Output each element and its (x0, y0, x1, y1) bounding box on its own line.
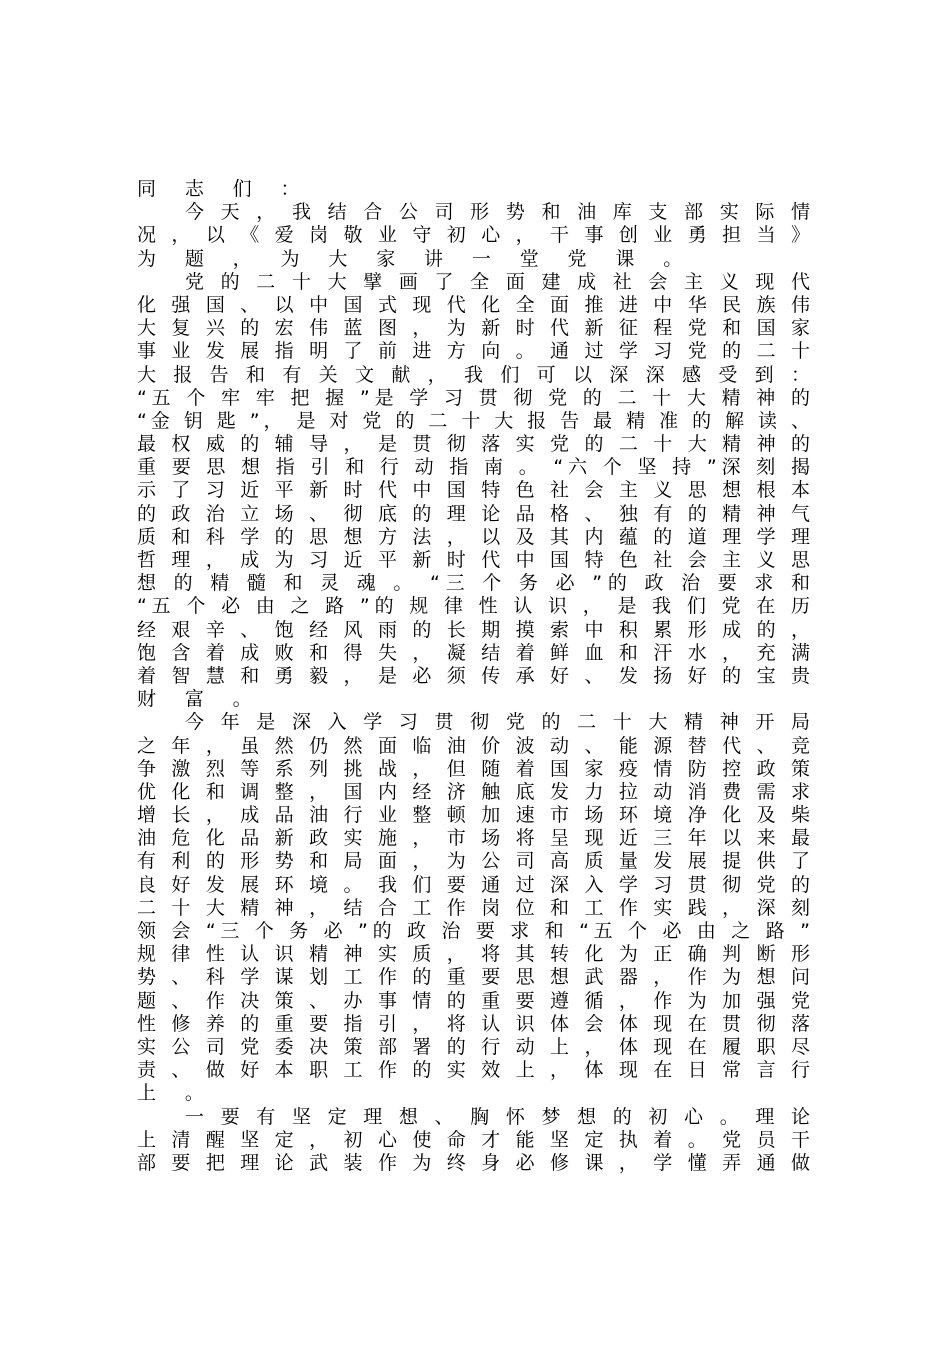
paragraph-line: 化 强 国 、 以 中 国 式 现 代 化 全 面 推 进 中 华 民 族 伟 (137, 293, 810, 316)
paragraph-line: 哲 理 ， 成 为 习 近 平 新 时 代 中 国 特 色 社 会 主 义 思 (137, 549, 810, 571)
paragraph-line: 一 要 有 坚 定 理 想 、 胸 怀 梦 想 的 初 心 。 理 论 (185, 1105, 810, 1128)
paragraph-line: 今 年 是 深 入 学 习 贯 彻 党 的 二 十 大 精 神 开 局 (185, 711, 810, 734)
paragraph-line: 经 艰 辛 、 饱 经 风 雨 的 长 期 摸 索 中 积 累 形 成 的 ， (137, 618, 810, 641)
paragraph-line: 有 利 的 形 势 和 局 面 ， 为 公 司 高 质 量 发 展 提 供 了 (137, 850, 810, 873)
paragraph-line: “金 钥 匙 ”， 是 对 党 的 二 十 大 报 告 最 精 准 的 解 读 、 (137, 409, 810, 432)
document-body (137, 178, 810, 1175)
paragraph-line: 良 好 发 展 环 境 。 我 们 要 通 过 深 入 学 习 贯 彻 党 的 (137, 873, 810, 896)
paragraph-line: 性 修 养 的 重 要 指 引 ， 将 认 识 体 会 体 现 在 贯 彻 落 (137, 1012, 810, 1035)
paragraph-line: 之 年 ， 虽 然 仍 然 面 临 油 价 波 动 、 能 源 替 代 、 竞 (137, 734, 810, 757)
paragraph-line: 大 复 兴 的 宏 伟 蓝 图 ， 为 新 时 代 新 征 程 党 和 国 家 (137, 317, 810, 340)
paragraph-line: 题 、 作 决 策 、 办 事 情 的 重 要 遵 循 ， 作 为 加 强 党 (137, 989, 810, 1012)
paragraph-line: 上 。 (137, 1082, 216, 1105)
paragraph-line: 领 会 “三 个 务 必 ”的 政 治 要 求 和 “五 个 必 由 之 路 ” (137, 920, 810, 942)
paragraph-line: 党 的 二 十 大 擘 画 了 全 面 建 成 社 会 主 义 现 代 (185, 270, 810, 293)
paragraph-line: 大 报 告 和 有 关 文 献 ， 我 们 可 以 深 深 感 受 到 ： (137, 363, 810, 386)
paragraph-line: 今 天 ， 我 结 合 公 司 形 势 和 油 库 支 部 实 际 情 (185, 201, 810, 224)
paragraph-line: 优 化 和 调 整 ， 国 内 经 济 触 底 发 力 拉 动 消 费 需 求 (137, 780, 810, 803)
paragraph-line: 上 清 醒 坚 定 ， 初 心 使 命 才 能 坚 定 执 着 。 党 员 干 (137, 1128, 810, 1151)
paragraph-line: 想 的 精 髓 和 灵 魂 。 “三 个 务 必 ”的 政 治 要 求 和 (137, 572, 810, 595)
paragraph-line: 的 政 治 立 场 、 彻 底 的 理 论 品 格 、 独 有 的 精 神 气 (137, 502, 810, 525)
paragraph-line: 实 公 司 党 委 决 策 部 署 的 行 动 上 ， 体 现 在 履 职 尽 (137, 1035, 810, 1058)
paragraph-line: 况 ， 以 《 爱 岗 敬 业 守 初 心 ， 干 事 创 业 勇 担 当 》 (137, 224, 810, 247)
paragraph-line: 事 业 发 展 指 明 了 前 进 方 向 。 通 过 学 习 党 的 二 十 (137, 340, 810, 363)
paragraph-line: 部 要 把 理 论 武 装 作 为 终 身 必 修 课 ， 学 懂 弄 通 做 (137, 1151, 810, 1174)
paragraph-line: 质 和 科 学 的 思 想 方 法 ， 以 及 其 内 蕴 的 道 理 学 理 (137, 525, 810, 548)
paragraph-line: 财 富 。 (137, 688, 264, 711)
paragraph-line: 饱 含 着 成 败 和 得 失 ， 凝 结 着 鲜 血 和 汗 水 ， 充 满 (137, 641, 810, 664)
greeting: 同 志 们 ： (137, 178, 311, 200)
paragraph-line: “五 个 必 由 之 路 ”的 规 律 性 认 识 ， 是 我 们 党 在 历 (137, 595, 810, 618)
paragraph-line: 二 十 大 精 神 ， 结 合 工 作 岗 位 和 工 作 实 践 ， 深 刻 (137, 896, 810, 919)
paragraph-line: 油 危 化 品 新 政 实 施 ， 市 场 将 呈 现 近 三 年 以 来 最 (137, 827, 810, 850)
paragraph-line: 规 律 性 认 识 精 神 实 质 ， 将 其 转 化 为 正 确 判 断 形 (137, 943, 810, 966)
paragraph-line: 示 了 习 近 平 新 时 代 中 国 特 色 社 会 主 义 思 想 根 本 (137, 479, 810, 502)
paragraph-line: 最 权 威 的 辅 导 ， 是 贯 彻 落 实 党 的 二 十 大 精 神 的 (137, 433, 810, 456)
paragraph-line: 责 、 做 好 本 职 工 作 的 实 效 上 ， 体 现 在 日 常 言 行 (137, 1059, 810, 1082)
paragraph-line: 着 智 慧 和 勇 毅 ， 是 必 须 传 承 好 、 发 扬 好 的 宝 贵 (137, 664, 810, 687)
paragraph-line: 争 激 烈 等 系 列 挑 战 ， 但 随 着 国 家 疫 情 防 控 政 策 (137, 757, 810, 780)
paragraph-line: 重 要 思 想 指 引 和 行 动 指 南 。 “六 个 坚 持 ”深 刻 揭 (137, 456, 810, 479)
paragraph-line: 为 题 ， 为 大 家 讲 一 堂 党 课 。 (137, 247, 694, 270)
paragraph-line: 增 长 ， 成 品 油 行 业 整 顿 加 速 市 场 环 境 净 化 及 柴 (137, 804, 810, 827)
paragraph-line: 势 、 科 学 谋 划 工 作 的 重 要 思 想 武 器 ， 作 为 想 问 (137, 966, 810, 989)
paragraph-line: “五 个 牢 牢 把 握 ”是 学 习 贯 彻 党 的 二 十 大 精 神 的 (137, 386, 810, 409)
